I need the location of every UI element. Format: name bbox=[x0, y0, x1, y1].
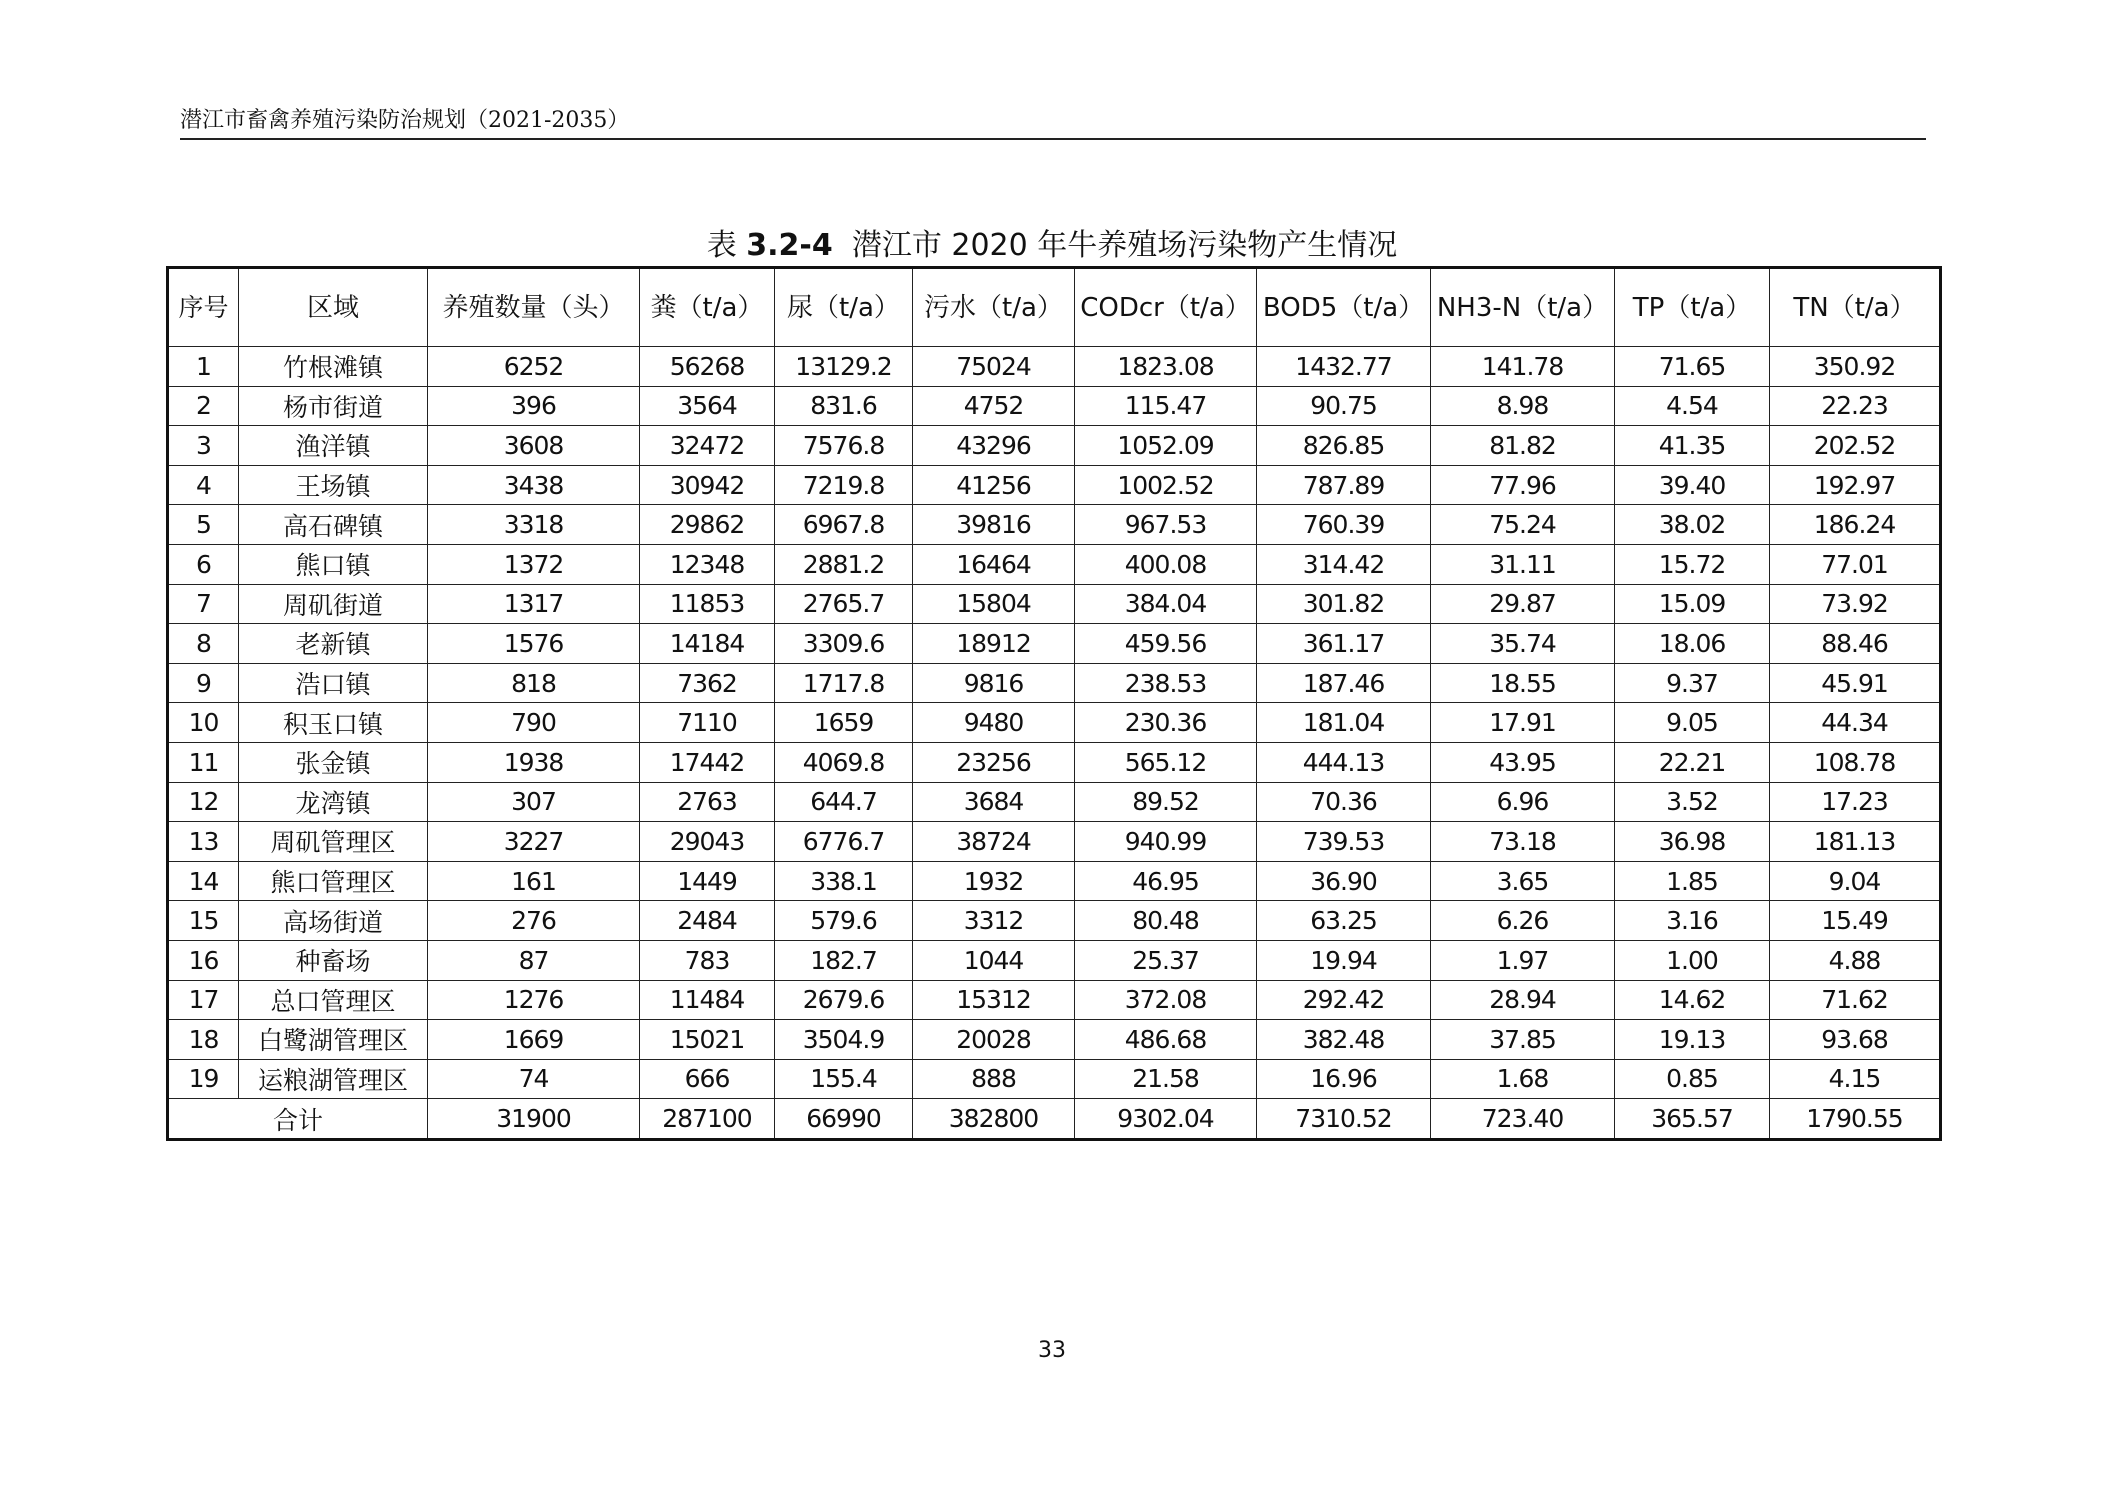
cell-nh3n: 28.94 bbox=[1431, 980, 1615, 1020]
cell-tn: 88.46 bbox=[1770, 624, 1941, 664]
cell-count: 3227 bbox=[428, 822, 640, 862]
cell-cod: 940.99 bbox=[1075, 822, 1257, 862]
cell-nh3n: 6.26 bbox=[1431, 901, 1615, 941]
header-bod: BOD5（t/a） bbox=[1257, 268, 1431, 347]
cell-tp: 36.98 bbox=[1615, 822, 1770, 862]
cell-region: 周矶管理区 bbox=[239, 822, 428, 862]
cell-cod: 459.56 bbox=[1075, 624, 1257, 664]
pollution-table bbox=[166, 266, 1942, 1141]
cell-dung: 29043 bbox=[640, 822, 775, 862]
cell-dung: 17442 bbox=[640, 742, 775, 782]
cell-tn: 4.15 bbox=[1770, 1059, 1941, 1099]
cell-tn: 202.52 bbox=[1770, 426, 1941, 466]
cell-urine: 579.6 bbox=[775, 901, 913, 941]
cell-urine: 7576.8 bbox=[775, 426, 913, 466]
cell-tp: 38.02 bbox=[1615, 505, 1770, 545]
cell-dung: 32472 bbox=[640, 426, 775, 466]
cell-count: 396 bbox=[428, 386, 640, 426]
cell-cod: 21.58 bbox=[1075, 1059, 1257, 1099]
header-index: 序号 bbox=[168, 268, 239, 347]
cell-region: 王场镇 bbox=[239, 465, 428, 505]
cell-tn: 4.88 bbox=[1770, 940, 1941, 980]
cell-tn: 192.97 bbox=[1770, 465, 1941, 505]
table-row bbox=[168, 426, 1941, 466]
cell-bod: 19.94 bbox=[1257, 940, 1431, 980]
cell-index: 19 bbox=[168, 1059, 239, 1099]
total-cod: 9302.04 bbox=[1075, 1099, 1257, 1140]
cell-tp: 1.00 bbox=[1615, 940, 1770, 980]
cell-urine: 2881.2 bbox=[775, 544, 913, 584]
cell-region: 熊口管理区 bbox=[239, 861, 428, 901]
cell-wastewater: 1044 bbox=[913, 940, 1075, 980]
cell-count: 1276 bbox=[428, 980, 640, 1020]
cell-tn: 108.78 bbox=[1770, 742, 1941, 782]
cell-count: 6252 bbox=[428, 347, 640, 387]
table-row bbox=[168, 861, 1941, 901]
cell-bod: 787.89 bbox=[1257, 465, 1431, 505]
cell-nh3n: 75.24 bbox=[1431, 505, 1615, 545]
total-tp: 365.57 bbox=[1615, 1099, 1770, 1140]
cell-wastewater: 23256 bbox=[913, 742, 1075, 782]
cell-region: 张金镇 bbox=[239, 742, 428, 782]
cell-wastewater: 888 bbox=[913, 1059, 1075, 1099]
total-wastewater: 382800 bbox=[913, 1099, 1075, 1140]
cell-dung: 1449 bbox=[640, 861, 775, 901]
cell-urine: 182.7 bbox=[775, 940, 913, 980]
cell-wastewater: 15804 bbox=[913, 584, 1075, 624]
cell-region: 白鹭湖管理区 bbox=[239, 1020, 428, 1060]
cell-count: 276 bbox=[428, 901, 640, 941]
cell-index: 18 bbox=[168, 1020, 239, 1060]
total-bod: 7310.52 bbox=[1257, 1099, 1431, 1140]
table-row bbox=[168, 465, 1941, 505]
table-title-prefix: 表 bbox=[706, 228, 747, 263]
cell-dung: 2763 bbox=[640, 782, 775, 822]
cell-region: 浩口镇 bbox=[239, 663, 428, 703]
cell-dung: 7362 bbox=[640, 663, 775, 703]
cell-region: 杨市街道 bbox=[239, 386, 428, 426]
cell-nh3n: 37.85 bbox=[1431, 1020, 1615, 1060]
cell-bod: 361.17 bbox=[1257, 624, 1431, 664]
cell-tp: 15.09 bbox=[1615, 584, 1770, 624]
cell-wastewater: 43296 bbox=[913, 426, 1075, 466]
cell-cod: 89.52 bbox=[1075, 782, 1257, 822]
cell-dung: 783 bbox=[640, 940, 775, 980]
total-count: 31900 bbox=[428, 1099, 640, 1140]
cell-nh3n: 8.98 bbox=[1431, 386, 1615, 426]
cell-urine: 1717.8 bbox=[775, 663, 913, 703]
total-urine: 66990 bbox=[775, 1099, 913, 1140]
cell-tp: 3.16 bbox=[1615, 901, 1770, 941]
cell-count: 74 bbox=[428, 1059, 640, 1099]
cell-index: 16 bbox=[168, 940, 239, 980]
total-nh3n: 723.40 bbox=[1431, 1099, 1615, 1140]
cell-index: 10 bbox=[168, 703, 239, 743]
cell-index: 14 bbox=[168, 861, 239, 901]
cell-wastewater: 15312 bbox=[913, 980, 1075, 1020]
cell-urine: 6776.7 bbox=[775, 822, 913, 862]
cell-bod: 16.96 bbox=[1257, 1059, 1431, 1099]
cell-tn: 45.91 bbox=[1770, 663, 1941, 703]
cell-wastewater: 1932 bbox=[913, 861, 1075, 901]
cell-tp: 0.85 bbox=[1615, 1059, 1770, 1099]
cell-nh3n: 31.11 bbox=[1431, 544, 1615, 584]
cell-wastewater: 16464 bbox=[913, 544, 1075, 584]
table-row bbox=[168, 663, 1941, 703]
cell-nh3n: 18.55 bbox=[1431, 663, 1615, 703]
cell-count: 3318 bbox=[428, 505, 640, 545]
cell-cod: 565.12 bbox=[1075, 742, 1257, 782]
cell-urine: 2679.6 bbox=[775, 980, 913, 1020]
cell-urine: 1659 bbox=[775, 703, 913, 743]
cell-dung: 29862 bbox=[640, 505, 775, 545]
cell-index: 8 bbox=[168, 624, 239, 664]
cell-cod: 1823.08 bbox=[1075, 347, 1257, 387]
cell-wastewater: 9816 bbox=[913, 663, 1075, 703]
running-header: 潜江市畜禽养殖污染防治规划（2021-2035） bbox=[180, 104, 1926, 140]
cell-nh3n: 1.68 bbox=[1431, 1059, 1615, 1099]
cell-region: 熊口镇 bbox=[239, 544, 428, 584]
cell-index: 11 bbox=[168, 742, 239, 782]
cell-tn: 186.24 bbox=[1770, 505, 1941, 545]
cell-urine: 13129.2 bbox=[775, 347, 913, 387]
table-row bbox=[168, 1020, 1941, 1060]
cell-region: 竹根滩镇 bbox=[239, 347, 428, 387]
cell-count: 87 bbox=[428, 940, 640, 980]
cell-index: 17 bbox=[168, 980, 239, 1020]
cell-index: 5 bbox=[168, 505, 239, 545]
cell-dung: 666 bbox=[640, 1059, 775, 1099]
cell-tn: 44.34 bbox=[1770, 703, 1941, 743]
header-dung: 粪（t/a） bbox=[640, 268, 775, 347]
cell-bod: 301.82 bbox=[1257, 584, 1431, 624]
cell-cod: 80.48 bbox=[1075, 901, 1257, 941]
cell-tn: 181.13 bbox=[1770, 822, 1941, 862]
cell-region: 龙湾镇 bbox=[239, 782, 428, 822]
cell-region: 老新镇 bbox=[239, 624, 428, 664]
cell-nh3n: 73.18 bbox=[1431, 822, 1615, 862]
cell-urine: 4069.8 bbox=[775, 742, 913, 782]
cell-tn: 93.68 bbox=[1770, 1020, 1941, 1060]
cell-tp: 22.21 bbox=[1615, 742, 1770, 782]
cell-dung: 3564 bbox=[640, 386, 775, 426]
cell-index: 15 bbox=[168, 901, 239, 941]
cell-bod: 36.90 bbox=[1257, 861, 1431, 901]
header-cod: CODcr（t/a） bbox=[1075, 268, 1257, 347]
cell-region: 高石碑镇 bbox=[239, 505, 428, 545]
cell-wastewater: 3684 bbox=[913, 782, 1075, 822]
cell-bod: 826.85 bbox=[1257, 426, 1431, 466]
cell-nh3n: 6.96 bbox=[1431, 782, 1615, 822]
cell-region: 周矶街道 bbox=[239, 584, 428, 624]
cell-cod: 1002.52 bbox=[1075, 465, 1257, 505]
cell-bod: 292.42 bbox=[1257, 980, 1431, 1020]
cell-nh3n: 81.82 bbox=[1431, 426, 1615, 466]
table-title-number: 3.2-4 bbox=[746, 228, 833, 263]
cell-cod: 115.47 bbox=[1075, 386, 1257, 426]
cell-count: 307 bbox=[428, 782, 640, 822]
cell-dung: 11853 bbox=[640, 584, 775, 624]
page-number: 33 bbox=[1038, 1338, 1066, 1363]
cell-count: 3608 bbox=[428, 426, 640, 466]
cell-wastewater: 4752 bbox=[913, 386, 1075, 426]
cell-index: 12 bbox=[168, 782, 239, 822]
cell-wastewater: 38724 bbox=[913, 822, 1075, 862]
cell-region: 运粮湖管理区 bbox=[239, 1059, 428, 1099]
cell-tn: 9.04 bbox=[1770, 861, 1941, 901]
cell-tp: 4.54 bbox=[1615, 386, 1770, 426]
cell-urine: 338.1 bbox=[775, 861, 913, 901]
cell-cod: 967.53 bbox=[1075, 505, 1257, 545]
cell-cod: 25.37 bbox=[1075, 940, 1257, 980]
cell-index: 2 bbox=[168, 386, 239, 426]
cell-count: 1372 bbox=[428, 544, 640, 584]
header-urine: 尿（t/a） bbox=[775, 268, 913, 347]
table-row-total bbox=[168, 1099, 1941, 1140]
cell-bod: 181.04 bbox=[1257, 703, 1431, 743]
cell-cod: 372.08 bbox=[1075, 980, 1257, 1020]
cell-urine: 644.7 bbox=[775, 782, 913, 822]
table-row bbox=[168, 980, 1941, 1020]
total-tn: 1790.55 bbox=[1770, 1099, 1941, 1140]
cell-wastewater: 18912 bbox=[913, 624, 1075, 664]
cell-tn: 71.62 bbox=[1770, 980, 1941, 1020]
table-row bbox=[168, 505, 1941, 545]
cell-tp: 71.65 bbox=[1615, 347, 1770, 387]
cell-dung: 12348 bbox=[640, 544, 775, 584]
cell-cod: 384.04 bbox=[1075, 584, 1257, 624]
cell-dung: 15021 bbox=[640, 1020, 775, 1060]
table-row bbox=[168, 703, 1941, 743]
cell-urine: 155.4 bbox=[775, 1059, 913, 1099]
header-tn: TN（t/a） bbox=[1770, 268, 1941, 347]
cell-cod: 230.36 bbox=[1075, 703, 1257, 743]
cell-nh3n: 1.97 bbox=[1431, 940, 1615, 980]
cell-index: 4 bbox=[168, 465, 239, 505]
cell-wastewater: 41256 bbox=[913, 465, 1075, 505]
cell-bod: 63.25 bbox=[1257, 901, 1431, 941]
table-row bbox=[168, 584, 1941, 624]
header-region: 区域 bbox=[239, 268, 428, 347]
cell-cod: 486.68 bbox=[1075, 1020, 1257, 1060]
table-row bbox=[168, 782, 1941, 822]
cell-index: 7 bbox=[168, 584, 239, 624]
cell-count: 1317 bbox=[428, 584, 640, 624]
cell-count: 1669 bbox=[428, 1020, 640, 1060]
cell-bod: 187.46 bbox=[1257, 663, 1431, 703]
cell-bod: 444.13 bbox=[1257, 742, 1431, 782]
cell-cod: 1052.09 bbox=[1075, 426, 1257, 466]
table-body bbox=[168, 347, 1941, 1140]
cell-urine: 3504.9 bbox=[775, 1020, 913, 1060]
table-row bbox=[168, 940, 1941, 980]
cell-tn: 73.92 bbox=[1770, 584, 1941, 624]
cell-nh3n: 3.65 bbox=[1431, 861, 1615, 901]
cell-bod: 760.39 bbox=[1257, 505, 1431, 545]
cell-region: 渔洋镇 bbox=[239, 426, 428, 466]
total-label: 合计 bbox=[168, 1099, 428, 1140]
cell-urine: 831.6 bbox=[775, 386, 913, 426]
cell-tp: 41.35 bbox=[1615, 426, 1770, 466]
cell-tp: 14.62 bbox=[1615, 980, 1770, 1020]
cell-index: 1 bbox=[168, 347, 239, 387]
header-count: 养殖数量（头） bbox=[428, 268, 640, 347]
cell-wastewater: 39816 bbox=[913, 505, 1075, 545]
cell-bod: 382.48 bbox=[1257, 1020, 1431, 1060]
cell-region: 总口管理区 bbox=[239, 980, 428, 1020]
cell-wastewater: 3312 bbox=[913, 901, 1075, 941]
cell-bod: 739.53 bbox=[1257, 822, 1431, 862]
cell-count: 1576 bbox=[428, 624, 640, 664]
cell-tp: 19.13 bbox=[1615, 1020, 1770, 1060]
cell-wastewater: 9480 bbox=[913, 703, 1075, 743]
cell-bod: 1432.77 bbox=[1257, 347, 1431, 387]
cell-tp: 9.37 bbox=[1615, 663, 1770, 703]
cell-index: 3 bbox=[168, 426, 239, 466]
cell-bod: 90.75 bbox=[1257, 386, 1431, 426]
cell-tn: 15.49 bbox=[1770, 901, 1941, 941]
cell-count: 161 bbox=[428, 861, 640, 901]
table-row bbox=[168, 742, 1941, 782]
cell-dung: 56268 bbox=[640, 347, 775, 387]
cell-cod: 400.08 bbox=[1075, 544, 1257, 584]
cell-dung: 14184 bbox=[640, 624, 775, 664]
cell-tp: 3.52 bbox=[1615, 782, 1770, 822]
table-row bbox=[168, 347, 1941, 387]
cell-tn: 22.23 bbox=[1770, 386, 1941, 426]
table-row bbox=[168, 822, 1941, 862]
cell-tp: 1.85 bbox=[1615, 861, 1770, 901]
header-wastewater: 污水（t/a） bbox=[913, 268, 1075, 347]
cell-tp: 18.06 bbox=[1615, 624, 1770, 664]
table-header-row bbox=[168, 268, 1941, 347]
cell-dung: 30942 bbox=[640, 465, 775, 505]
cell-tn: 77.01 bbox=[1770, 544, 1941, 584]
table-row bbox=[168, 386, 1941, 426]
cell-nh3n: 35.74 bbox=[1431, 624, 1615, 664]
cell-count: 818 bbox=[428, 663, 640, 703]
cell-bod: 70.36 bbox=[1257, 782, 1431, 822]
table-title-text: 潜江市 2020 年牛养殖场污染物产生情况 bbox=[851, 228, 1398, 263]
cell-region: 积玉口镇 bbox=[239, 703, 428, 743]
cell-count: 3438 bbox=[428, 465, 640, 505]
table-row bbox=[168, 901, 1941, 941]
cell-nh3n: 77.96 bbox=[1431, 465, 1615, 505]
cell-region: 种畜场 bbox=[239, 940, 428, 980]
cell-dung: 7110 bbox=[640, 703, 775, 743]
cell-tn: 350.92 bbox=[1770, 347, 1941, 387]
table-row bbox=[168, 544, 1941, 584]
cell-count: 790 bbox=[428, 703, 640, 743]
cell-nh3n: 29.87 bbox=[1431, 584, 1615, 624]
cell-urine: 3309.6 bbox=[775, 624, 913, 664]
cell-urine: 2765.7 bbox=[775, 584, 913, 624]
total-dung: 287100 bbox=[640, 1099, 775, 1140]
cell-nh3n: 141.78 bbox=[1431, 347, 1615, 387]
cell-tp: 39.40 bbox=[1615, 465, 1770, 505]
cell-cod: 238.53 bbox=[1075, 663, 1257, 703]
cell-tp: 15.72 bbox=[1615, 544, 1770, 584]
cell-index: 6 bbox=[168, 544, 239, 584]
cell-cod: 46.95 bbox=[1075, 861, 1257, 901]
cell-bod: 314.42 bbox=[1257, 544, 1431, 584]
cell-dung: 11484 bbox=[640, 980, 775, 1020]
cell-nh3n: 43.95 bbox=[1431, 742, 1615, 782]
cell-nh3n: 17.91 bbox=[1431, 703, 1615, 743]
cell-wastewater: 20028 bbox=[913, 1020, 1075, 1060]
cell-region: 高场街道 bbox=[239, 901, 428, 941]
cell-index: 13 bbox=[168, 822, 239, 862]
table-row bbox=[168, 624, 1941, 664]
header-tp: TP（t/a） bbox=[1615, 268, 1770, 347]
cell-tp: 9.05 bbox=[1615, 703, 1770, 743]
cell-tn: 17.23 bbox=[1770, 782, 1941, 822]
cell-count: 1938 bbox=[428, 742, 640, 782]
table-title bbox=[0, 224, 2104, 268]
cell-urine: 6967.8 bbox=[775, 505, 913, 545]
header-nh3n: NH3-N（t/a） bbox=[1431, 268, 1615, 347]
cell-index: 9 bbox=[168, 663, 239, 703]
cell-dung: 2484 bbox=[640, 901, 775, 941]
table-row bbox=[168, 1059, 1941, 1099]
cell-wastewater: 75024 bbox=[913, 347, 1075, 387]
cell-urine: 7219.8 bbox=[775, 465, 913, 505]
